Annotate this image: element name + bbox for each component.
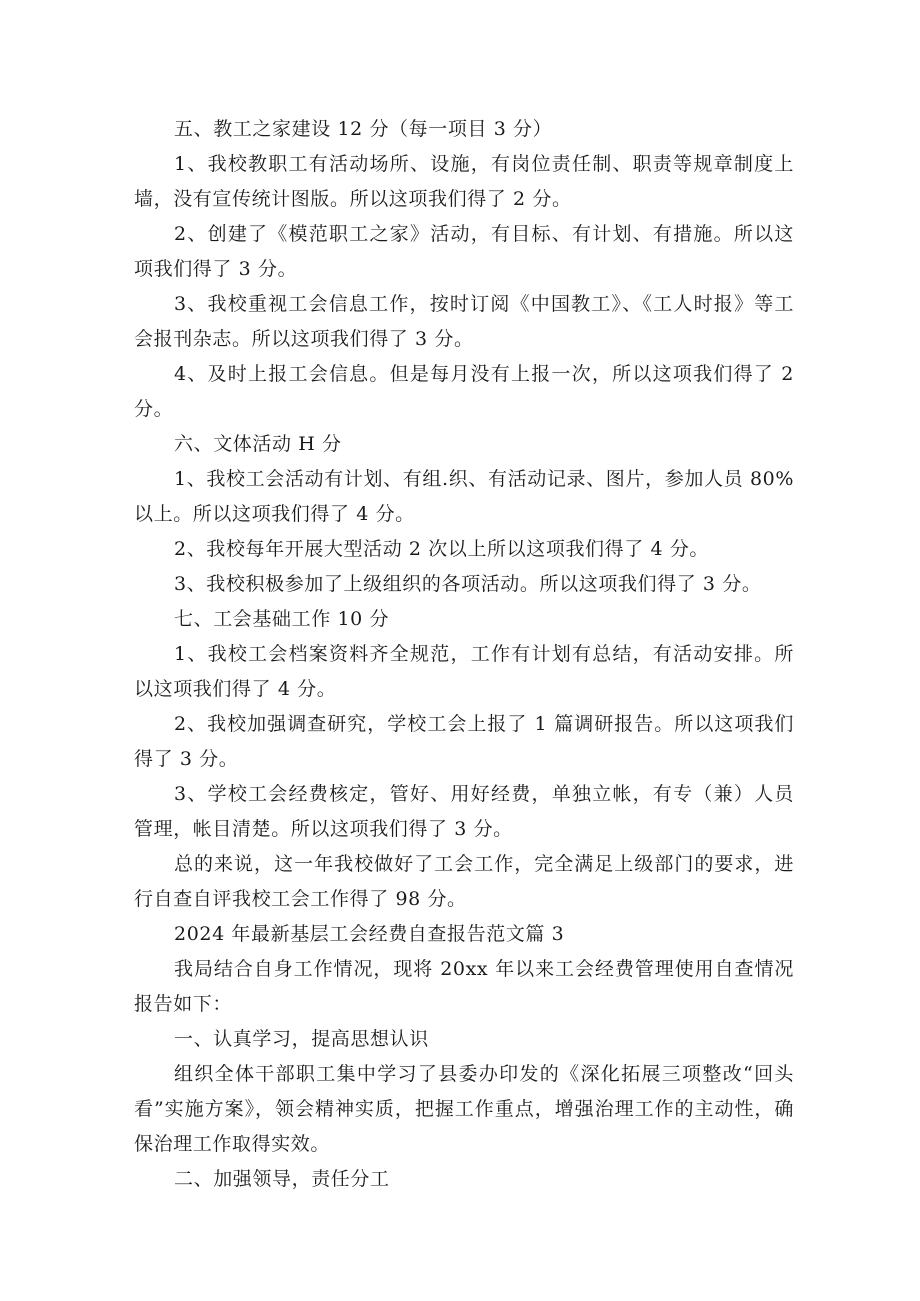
paragraph: 3、我校积极参加了上级组织的各项活动。所以这项我们得了 3 分。 <box>174 573 762 595</box>
paragraph: 1、我校工会活动有计划、有组.织、有活动记录、图片，参加人员 80%以上。所以这项我们得了 4 分。 <box>134 468 794 525</box>
section-heading: 二、加强领导，责任分工 <box>174 1168 390 1190</box>
document-body <box>134 112 794 1197</box>
paragraph: 1、我校教职工有活动场所、设施，有岗位责任制、职责等规章制度上墙，没有宣传统计图版。所以这项我们得了 2 分。 <box>134 153 794 210</box>
paragraph: 组织全体干部职工集中学习了县委办印发的《深化拓展三项整改“回头看”实施方案》，领会精神实质，把握工作重点，增强治理工作的主动性，确保治理工作取得实效。 <box>134 1063 794 1155</box>
paragraph: 2、我校加强调查研究，学校工会上报了 1 篇调研报告。所以这项我们得了 3 分。 <box>134 713 794 770</box>
paragraph: 2、创建了《模范职工之家》活动，有目标、有计划、有措施。所以这项我们得了 3 分。 <box>134 223 794 280</box>
section-heading: 一、认真学习，提高思想认识 <box>174 1028 429 1050</box>
section-heading: 七、工会基础工作 10 分 <box>174 608 390 630</box>
paragraph: 4、及时上报工会信息。但是每月没有上报一次，所以这项我们得了 2 分。 <box>134 363 794 420</box>
paragraph: 3、学校工会经费核定，管好、用好经费，单独立帐，有专（兼）人员管理，帐目清楚。所以这项我们得了 3 分。 <box>134 783 794 840</box>
paragraph: 我局结合自身工作情况，现将 20xx 年以来工会经费管理使用自查情况报告如下： <box>134 958 794 1015</box>
section-heading: 五、教工之家建设 12 分（每一项目 3 分） <box>174 118 553 140</box>
paragraph: 总的来说，这一年我校做好了工会工作，完全满足上级部门的要求，进行自查自评我校工会工作得了 98 分。 <box>134 853 794 910</box>
article-title: 2024 年最新基层工会经费自查报告范文篇 3 <box>174 923 565 945</box>
section-heading: 六、文体活动 H 分 <box>174 433 342 455</box>
paragraph: 3、我校重视工会信息工作，按时订阅《中国教工》、《工人时报》等工会报刊杂志。所以这项我们得了 3 分。 <box>134 293 794 350</box>
paragraph: 1、我校工会档案资料齐全规范，工作有计划有总结，有活动安排。所以这项我们得了 4 分。 <box>134 643 794 700</box>
paragraph: 2、我校每年开展大型活动 2 次以上所以这项我们得了 4 分。 <box>174 538 710 560</box>
